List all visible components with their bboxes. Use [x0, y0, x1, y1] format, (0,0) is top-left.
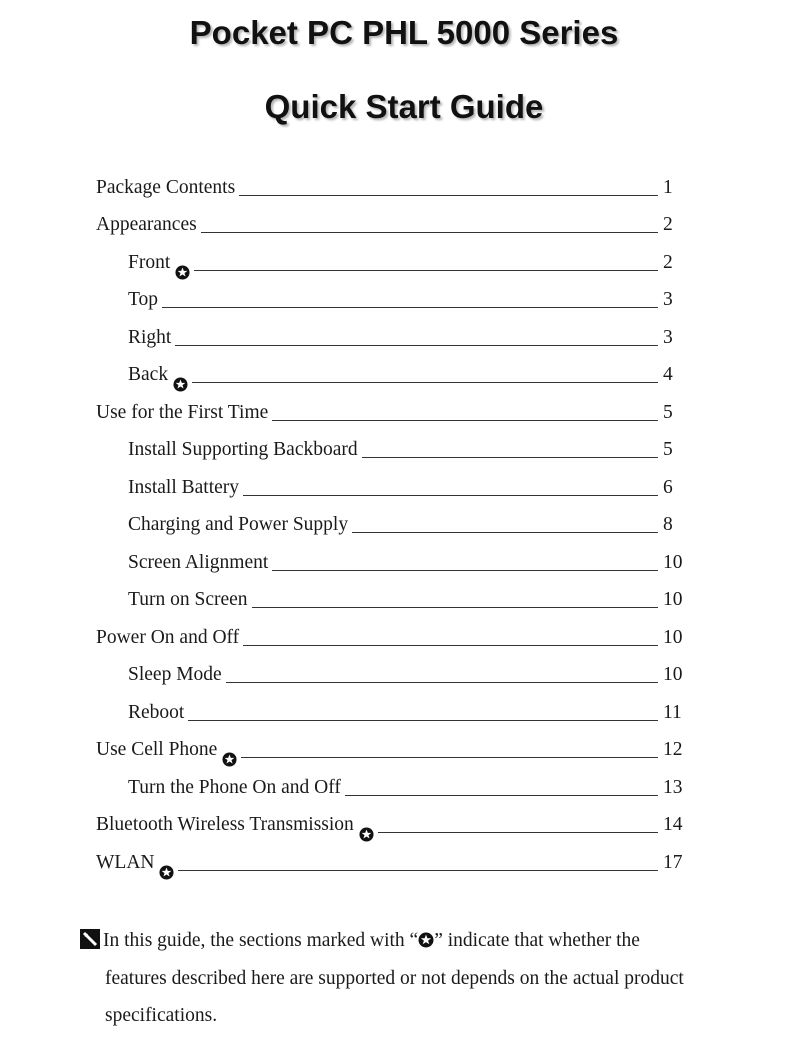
toc-entry-label: Reboot — [128, 701, 185, 723]
toc-leader-line — [352, 532, 658, 533]
toc-page-number: 12 — [663, 739, 683, 760]
toc-entry — [0, 166, 808, 204]
toc-page-number: 14 — [663, 814, 683, 835]
toc-entry-label: Front — [128, 251, 171, 273]
toc-entry — [0, 241, 808, 279]
toc-page-number: 10 — [663, 664, 683, 685]
toc-leader-line — [226, 682, 658, 683]
toc-leader-line — [194, 270, 658, 271]
note-line-2: features described here are supported or not depends on the actual product — [105, 967, 684, 989]
toc-leader-line — [192, 382, 658, 383]
toc-leader-line — [252, 607, 658, 608]
toc-entry-label: Turn on Screen — [128, 589, 248, 610]
toc-page-number: 13 — [663, 776, 683, 798]
toc-entry — [0, 616, 808, 654]
toc-leader-line — [162, 307, 658, 308]
toc-page-number: 1 — [663, 176, 673, 198]
note-line-1 — [80, 922, 740, 960]
toc-page-number: 4 — [663, 364, 673, 385]
toc-entry — [0, 354, 808, 392]
note-line-3: specifications. — [105, 1005, 218, 1026]
toc-entry — [0, 279, 808, 317]
toc-entry-label: Appearances — [96, 214, 197, 235]
toc-page-number: 10 — [663, 551, 683, 573]
star-in-circle-icon — [359, 826, 374, 841]
toc-entry-label: Charging and Power Supply — [128, 514, 349, 535]
toc-page-number: 10 — [663, 589, 683, 610]
toc-page-number: 5 — [663, 439, 673, 460]
toc-entry-label: Power On and Off — [96, 626, 240, 648]
toc-entry-label: Package Contents — [96, 176, 236, 198]
toc-entry — [0, 691, 808, 729]
star-in-circle-icon — [173, 376, 188, 391]
toc-page-number: 8 — [663, 514, 673, 535]
toc-page-number: 2 — [663, 214, 673, 235]
toc-entry — [0, 729, 808, 767]
toc-entry-label: WLAN — [96, 851, 155, 873]
toc-entry — [0, 579, 808, 617]
toc-page-number: 2 — [663, 251, 673, 273]
star-in-circle-icon — [175, 264, 190, 279]
toc-leader-line — [201, 232, 658, 233]
toc-leader-line — [241, 757, 658, 758]
toc-entry — [0, 654, 808, 692]
toc-entry-label: Top — [128, 289, 159, 310]
toc-entry — [0, 391, 808, 429]
toc-page-number: 10 — [663, 626, 683, 648]
toc-entry — [0, 504, 808, 542]
toc-entry — [0, 316, 808, 354]
toc-entry — [0, 766, 808, 804]
star-in-circle-icon — [159, 864, 174, 879]
toc-entry-label: Screen Alignment — [128, 551, 269, 573]
toc-entry — [0, 804, 808, 842]
toc-page-number: 17 — [663, 851, 683, 873]
document-subtitle: Quick Start Guide — [264, 88, 544, 125]
toc-page-number: 3 — [663, 326, 673, 348]
toc-page-number: 5 — [663, 401, 673, 423]
toc-page-number: 6 — [663, 476, 673, 498]
toc-leader-line — [188, 720, 658, 721]
toc-entry — [0, 541, 808, 579]
toc-entry — [0, 429, 808, 467]
pencil-note-icon — [80, 925, 100, 945]
toc-leader-line — [178, 870, 658, 871]
toc-leader-line — [362, 457, 658, 458]
toc-entry-label: Right — [128, 326, 172, 348]
star-in-circle-icon — [222, 751, 237, 766]
toc-entry-label: Sleep Mode — [128, 664, 222, 685]
toc-leader-line — [243, 645, 658, 646]
toc-leader-line — [243, 495, 658, 496]
note-text-after-star: ” indicate that whether the — [434, 930, 640, 951]
toc-page-number: 11 — [663, 701, 682, 723]
toc-entry-label: Use Cell Phone — [96, 739, 218, 760]
toc-entry-label: Install Battery — [128, 476, 240, 498]
toc-entry-label: Install Supporting Backboard — [128, 439, 358, 460]
toc-entry-label: Bluetooth Wireless Transmission — [96, 814, 354, 835]
toc-entry-label: Back — [128, 364, 169, 385]
toc-leader-line — [378, 832, 658, 833]
toc-page-number: 3 — [663, 289, 673, 310]
star-in-circle-icon — [418, 924, 434, 940]
toc-entry — [0, 466, 808, 504]
toc-leader-line — [345, 795, 658, 796]
toc-leader-line — [272, 420, 658, 421]
toc-leader-line — [272, 570, 658, 571]
document-title: Pocket PC PHL 5000 Series — [189, 14, 619, 51]
toc-entry-label: Use for the First Time — [96, 401, 269, 423]
note-text-before-star: In this guide, the sections marked with “ — [103, 930, 419, 951]
toc-leader-line — [175, 345, 658, 346]
toc-leader-line — [239, 195, 658, 196]
note-block — [80, 922, 740, 1035]
toc-entry — [0, 841, 808, 879]
toc-entry-label: Turn the Phone On and Off — [128, 776, 341, 798]
table-of-contents — [0, 166, 808, 879]
toc-entry — [0, 204, 808, 242]
